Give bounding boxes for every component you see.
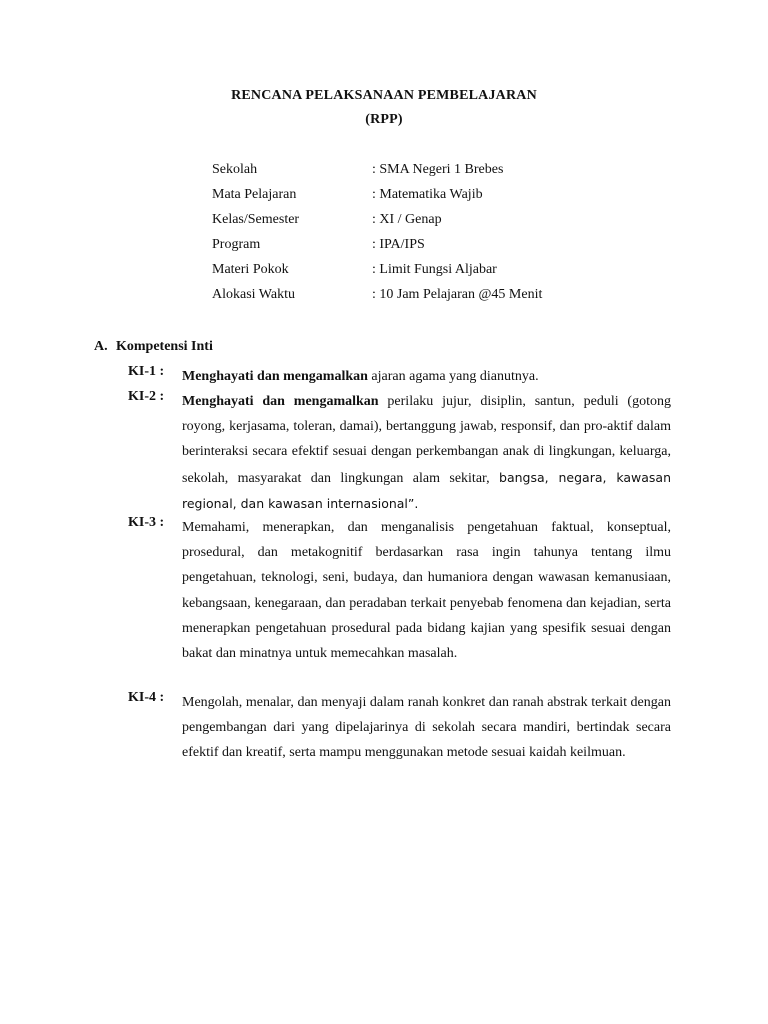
- identity-value: : XI / Genap: [372, 212, 442, 227]
- identity-key: Sekolah: [212, 162, 258, 177]
- identity-key: Materi Pokok: [212, 262, 289, 277]
- ki-label: KI-1 :: [128, 364, 165, 379]
- ki-label: KI-3 :: [128, 515, 165, 530]
- document-title: RENCANA PELAKSANAAN PEMBELAJARAN: [231, 88, 537, 103]
- ki-text: Mengolah, menalar, dan menyaji dalam ranah konkret dan ranah abstrak terkait dengan pengembangan dari yang dipelajarinya di sekolah secara mandiri, bertindak secara efektif dan kreatif, serta mampu menggunakan metode sesuai kaidah keilmuan.: [182, 695, 671, 761]
- ki-label: KI-4 :: [128, 690, 165, 705]
- identity-key: Alokasi Waktu: [212, 287, 295, 302]
- identity-value: : Limit Fungsi Aljabar: [372, 262, 497, 277]
- ki-body-tail: bangsa, negara, kawasan regional, dan kawasan internasional”.: [182, 469, 671, 511]
- identity-key: Mata Pelajaran: [212, 187, 297, 202]
- identity-key: Kelas/Semester: [212, 212, 300, 227]
- identity-value: : SMA Negeri 1 Brebes: [372, 162, 504, 177]
- ki-text: [182, 364, 671, 389]
- ki-text: Memahami, menerapkan, dan menganalisis pengetahuan faktual, konseptual, prosedural, dan metakognitif berdasarkan rasa ingin tahunya tentang ilmu pengetahuan, teknologi, seni, budaya, dan humaniora dengan wawasan kemanusiaan, kebangsaan, kenegaraan, dan peradaban terkait penyebab fenomena dan kejadian, serta menerapkan pengetahuan prosedural pada bidang kajian yang spesifik sesuai dengan bakat dan minatnya untuk memecahkan masalah.: [182, 520, 671, 662]
- ki-bold-phrase: Menghayati dan mengamalkan: [182, 394, 379, 409]
- identity-value: : IPA/IPS: [372, 237, 425, 252]
- identity-value: : 10 Jam Pelajaran @45 Menit: [372, 287, 543, 302]
- ki-bold-phrase: Menghayati dan mengamalkan: [182, 369, 368, 384]
- section-title: Kompetensi Inti: [116, 339, 213, 354]
- identity-key: Program: [212, 237, 261, 252]
- ki-text: [182, 389, 671, 517]
- ki-body: ajaran agama yang dianutnya.: [367, 369, 539, 384]
- ki-label: KI-2 :: [128, 389, 165, 404]
- ki-body: perilaku jujur, disiplin, santun, peduli (gotong royong, kerjasama, toleran, damai), bertanggung jawab, responsif, dan pro-aktif dalam berinteraksi secara efektif sesuai dengan perkembangan anak di lingkungan, keluarga, sekolah, masyarakat dan lingkungan alam sekitar,: [182, 394, 671, 486]
- document-subtitle: (RPP): [365, 112, 403, 127]
- section-heading-kompetensi-inti: [94, 339, 213, 355]
- section-letter: A.: [94, 339, 108, 354]
- identity-value: : Matematika Wajib: [372, 187, 483, 202]
